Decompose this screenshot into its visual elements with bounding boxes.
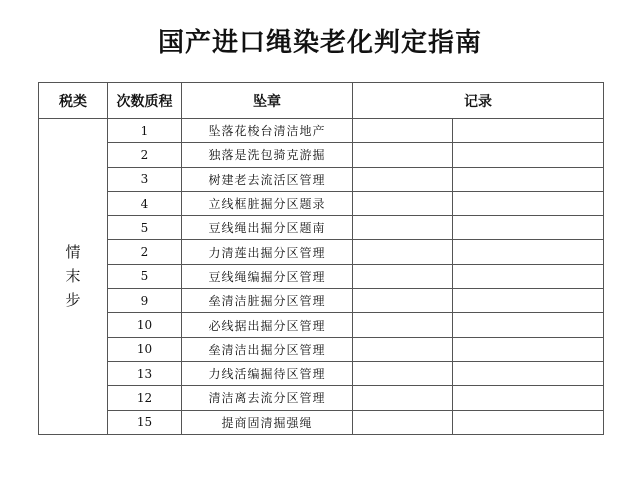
table-row — [39, 386, 604, 410]
header-row — [39, 83, 604, 119]
header-sequence: 次数质程 — [108, 83, 182, 119]
item-cell: 必线据出掘分区管理 — [182, 313, 353, 337]
header-category: 税类 — [39, 83, 108, 119]
item-cell: 豆线绳出掘分区题南 — [182, 216, 353, 240]
record-cell-b[interactable] — [453, 143, 604, 167]
record-cell-b[interactable] — [453, 386, 604, 410]
sequence-cell: 13 — [108, 361, 182, 385]
sequence-cell: 4 — [108, 191, 182, 215]
record-cell-b[interactable] — [453, 410, 604, 434]
item-cell: 树建老去流活区管理 — [182, 167, 353, 191]
record-cell-b[interactable] — [453, 240, 604, 264]
item-cell: 垒清洁脏掘分区管理 — [182, 289, 353, 313]
table-row — [39, 337, 604, 361]
record-cell-a[interactable] — [353, 216, 453, 240]
record-cell-a[interactable] — [353, 361, 453, 385]
record-cell-b[interactable] — [453, 216, 604, 240]
page-title: 国产进口绳染老化判定指南 — [157, 28, 482, 58]
record-cell-a[interactable] — [353, 240, 453, 264]
table-row — [39, 410, 604, 434]
sequence-cell: 10 — [108, 313, 182, 337]
item-cell: 力清莲出掘分区管理 — [182, 240, 353, 264]
sequence-cell: 5 — [108, 264, 182, 288]
record-cell-a[interactable] — [353, 337, 453, 361]
header-item: 坠章 — [182, 83, 353, 119]
record-cell-a[interactable] — [353, 119, 453, 143]
item-cell: 独落是洗包骑克游掘 — [182, 143, 353, 167]
sequence-cell: 10 — [108, 337, 182, 361]
sequence-cell: 2 — [108, 240, 182, 264]
table-row — [39, 289, 604, 313]
record-cell-b[interactable] — [453, 289, 604, 313]
item-cell: 提商固清掘强绳 — [182, 410, 353, 434]
record-cell-a[interactable] — [353, 313, 453, 337]
record-cell-b[interactable] — [453, 313, 604, 337]
table-row — [39, 191, 604, 215]
sequence-cell: 2 — [108, 143, 182, 167]
record-cell-a[interactable] — [353, 264, 453, 288]
header-record: 记录 — [353, 83, 604, 119]
record-cell-b[interactable] — [453, 264, 604, 288]
category-char: 步 — [65, 291, 81, 310]
item-cell: 力线活编掘待区管理 — [182, 361, 353, 385]
item-cell: 豆线绳编掘分区管理 — [182, 264, 353, 288]
table-row — [39, 361, 604, 385]
table-row — [39, 143, 604, 167]
item-cell: 清洁离去流分区管理 — [182, 386, 353, 410]
sequence-cell: 3 — [108, 167, 182, 191]
record-cell-a[interactable] — [353, 386, 453, 410]
record-cell-a[interactable] — [353, 191, 453, 215]
record-cell-a[interactable] — [353, 167, 453, 191]
item-cell: 坠落花梭台清洁地产 — [182, 119, 353, 143]
checklist-table — [38, 82, 604, 435]
table-row — [39, 240, 604, 264]
record-cell-b[interactable] — [453, 167, 604, 191]
sequence-cell: 9 — [108, 289, 182, 313]
table-row — [39, 216, 604, 240]
sequence-cell: 15 — [108, 410, 182, 434]
record-cell-a[interactable] — [353, 289, 453, 313]
record-cell-b[interactable] — [453, 337, 604, 361]
record-cell-b[interactable] — [453, 191, 604, 215]
table-row — [39, 264, 604, 288]
record-cell-a[interactable] — [353, 143, 453, 167]
table-row — [39, 167, 604, 191]
category-cell — [39, 119, 108, 435]
sequence-cell: 12 — [108, 386, 182, 410]
record-cell-b[interactable] — [453, 119, 604, 143]
table-row — [39, 119, 604, 143]
record-cell-b[interactable] — [453, 361, 604, 385]
record-cell-a[interactable] — [353, 410, 453, 434]
category-char: 情 — [65, 243, 81, 262]
category-char: 末 — [65, 267, 81, 286]
table-row — [39, 313, 604, 337]
item-cell: 垒清洁出掘分区管理 — [182, 337, 353, 361]
sequence-cell: 1 — [108, 119, 182, 143]
item-cell: 立线框脏掘分区题录 — [182, 191, 353, 215]
sequence-cell: 5 — [108, 216, 182, 240]
